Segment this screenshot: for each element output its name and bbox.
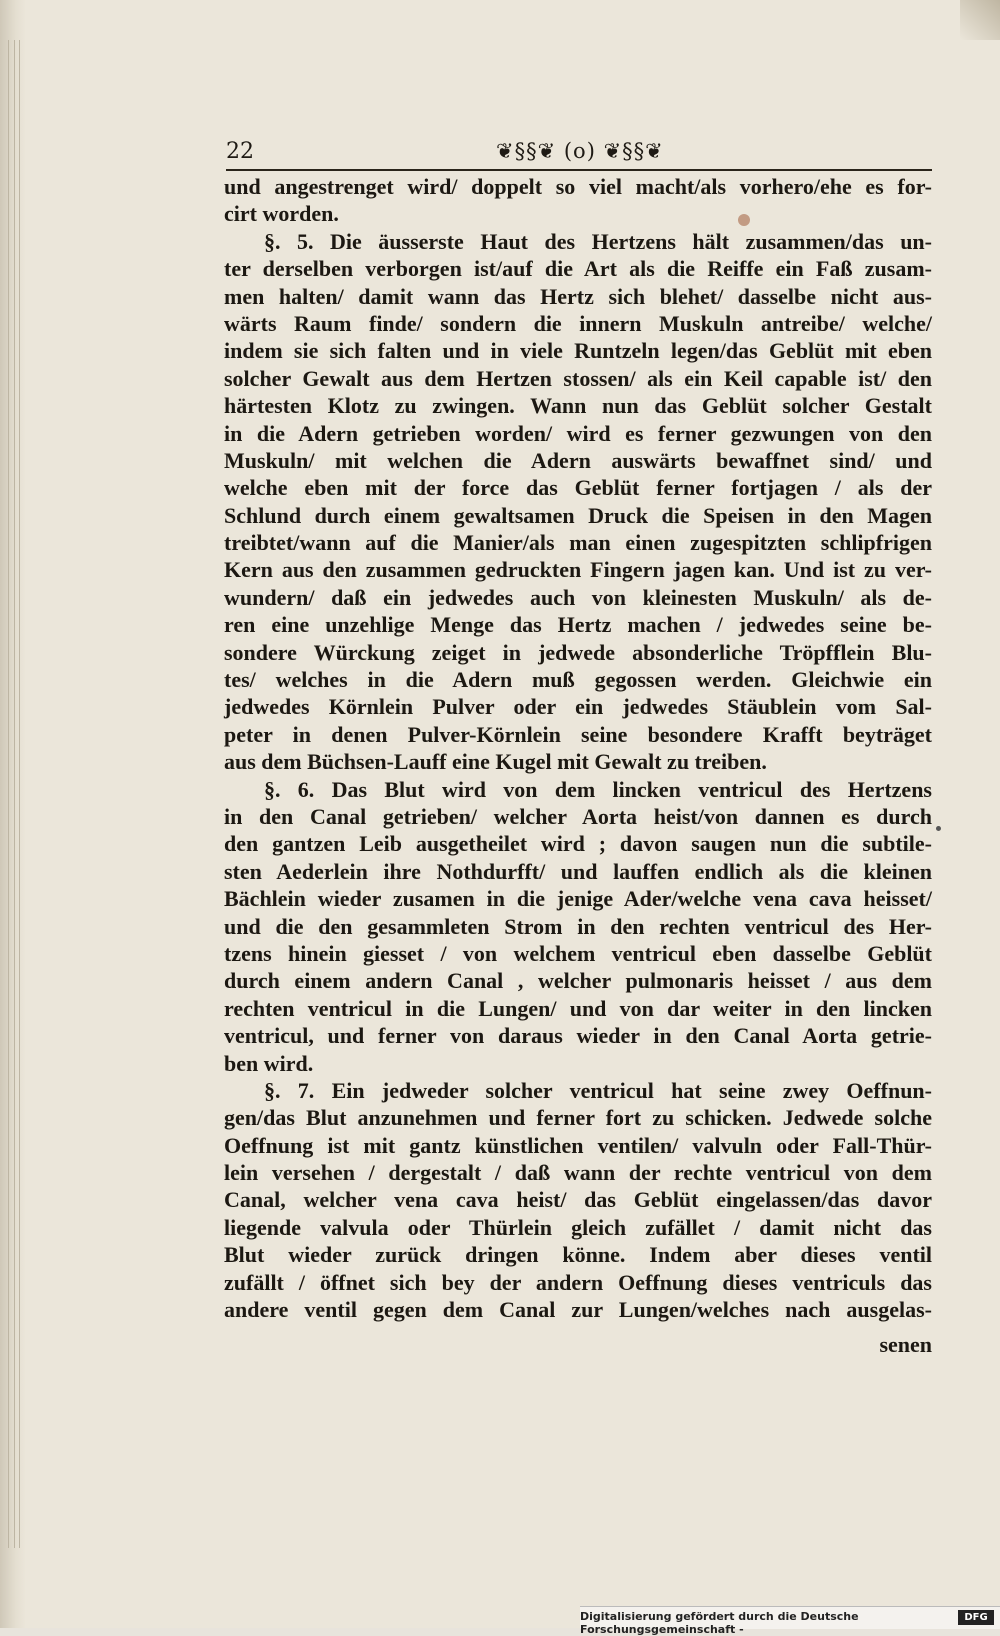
text-line: gen/das Blut anzunehmen und ferner fort zu schicken. Jedwede solche	[224, 1105, 932, 1131]
text-line: tes/ welches in die Adern muß gegossen werden. Gleichwie ein	[224, 667, 932, 693]
text-line: rechten ventricul in die Lungen/ und von dar weiter in den lincken	[224, 995, 932, 1021]
text-line: in den Canal getrieben/ welcher Aorta heist/von dannen es durch	[224, 803, 932, 829]
text-line: jedwedes Körnlein Pulver oder ein jedwedes Stäublein vom Sal-	[224, 694, 932, 720]
footer-credit: Digitalisierung gefördert durch die Deutsche Forschungsgemeinschaft -	[580, 1610, 859, 1636]
header-rule	[226, 169, 932, 171]
catchword: senen	[879, 1332, 932, 1358]
text-line: lein versehen / dergestalt / daß wann der rechte ventricul von dem	[224, 1160, 932, 1186]
text-line: härtesten Klotz zu zwingen. Wann nun das Geblüt solcher Gestalt	[224, 393, 932, 419]
text-line: Muskuln/ mit welchen die Adern auswärts bewaffnet sind/ und	[224, 447, 932, 473]
page-number: 22	[226, 139, 254, 164]
text-line: Oeffnung ist mit gantz künstlichen ventilen/ valvuln oder Fall-Thür-	[224, 1132, 932, 1158]
text-line: ren eine unzehlige Menge das Hertz machen / jedwedes seine be-	[224, 612, 932, 638]
text-line: zufällt / öffnet sich bey der andern Oeffnung dieses ventriculs das	[224, 1269, 932, 1295]
margin-mark	[936, 826, 941, 831]
text-line: indem sie sich falten und in viele Runtzeln legen/das Geblüt mit eben	[224, 338, 932, 364]
text-line: welche eben mit der force das Geblüt ferner fortjagen / als der	[224, 475, 932, 501]
page-gutter	[0, 0, 26, 1628]
running-header	[226, 135, 932, 171]
text-line: peter in denen Pulver-Körnlein seine besondere Krafft beyträget	[224, 721, 932, 747]
text-line: ter derselben verborgen ist/auf die Art als die Reiffe ein Faß zusam-	[224, 256, 932, 282]
text-line: Blut wieder zurück dringen könne. Indem aber dieses ventil	[224, 1242, 932, 1268]
dfg-logo: DFG	[958, 1610, 994, 1625]
text-line: sondere Würckung zeiget in jedwede absonderliche Tröpfflein Blu-	[224, 639, 932, 665]
text-line: Schlund durch einem gewaltsamen Druck die Speisen in den Magen	[224, 502, 932, 528]
text-line: sten Aederlein ihre Nothdurfft/ und lauffen endlich als die kleinen	[224, 858, 932, 884]
text-line: wärts Raum finde/ sondern die innern Muskuln antreibe/ welche/	[224, 310, 932, 336]
text-line: aus dem Büchsen-Lauff eine Kugel mit Gewalt zu treiben.	[224, 749, 767, 775]
text-line: ventricul, und ferner von daraus wieder in den Canal Aorta getrie-	[224, 1023, 932, 1049]
text-line: durch einem andern Canal , welcher pulmonaris heisset / aus dem	[224, 968, 932, 994]
text-line: tzens hinein giesset / von welchem ventricul eben dasselbe Geblüt	[224, 940, 932, 966]
body-text	[224, 173, 932, 1359]
text-line: treibtet/wann auf die Manier/als man einen zugespitzten schlipfrigen	[224, 530, 932, 556]
page-corner-shadow	[960, 0, 1000, 40]
text-line: Canal, welcher vena cava heist/ das Geblüt eingelassen/das davor	[224, 1187, 932, 1213]
text-line: liegende valvula oder Thürlein gleich zufället / damit nicht das	[224, 1214, 932, 1240]
header-ornament: ❦§§❦ (o) ❦§§❦	[496, 139, 664, 163]
text-line: solcher Gewalt aus dem Hertzen stossen/ als ein Keil capable ist/ den	[224, 365, 932, 391]
text-line: Bächlein wieder zusamen in die jenige Ader/welche vena cava heisset/	[224, 886, 932, 912]
text-line: andere ventil gegen dem Canal zur Lungen/welches nach ausgelas-	[224, 1297, 932, 1323]
text-line: §. 7. Ein jedweder solcher ventricul hat seine zwey Oeffnun-	[264, 1077, 932, 1103]
text-line: und die den gesammleten Strom in den rechten ventricul des Her-	[224, 913, 932, 939]
text-line: ben wird.	[224, 1050, 314, 1076]
text-line: den gantzen Leib ausgetheilet wird ; davon saugen nun die subtile-	[224, 831, 932, 857]
text-line: §. 5. Die äusserste Haut des Hertzens hält zusammen/das un-	[264, 228, 932, 254]
text-line: wundern/ daß ein jedwedes auch von kleinesten Muskuln/ als de-	[224, 584, 932, 610]
text-line: Kern aus den zusammen gedruckten Fingern jagen kan. Und ist zu ver-	[224, 557, 932, 583]
text-line: und angestrenget wird/ doppelt so viel macht/als vorhero/ehe es for-	[224, 174, 932, 199]
digitization-footer	[580, 1606, 1000, 1636]
text-line: §. 6. Das Blut wird von dem lincken ventricul des Hertzens	[264, 776, 932, 802]
text-line: men halten/ damit wann das Hertz sich blehet/ dasselbe nicht aus-	[224, 283, 932, 309]
text-line: in die Adern getrieben worden/ wird es ferner gezwungen von den	[224, 420, 932, 446]
text-line: cirt worden.	[224, 201, 339, 227]
